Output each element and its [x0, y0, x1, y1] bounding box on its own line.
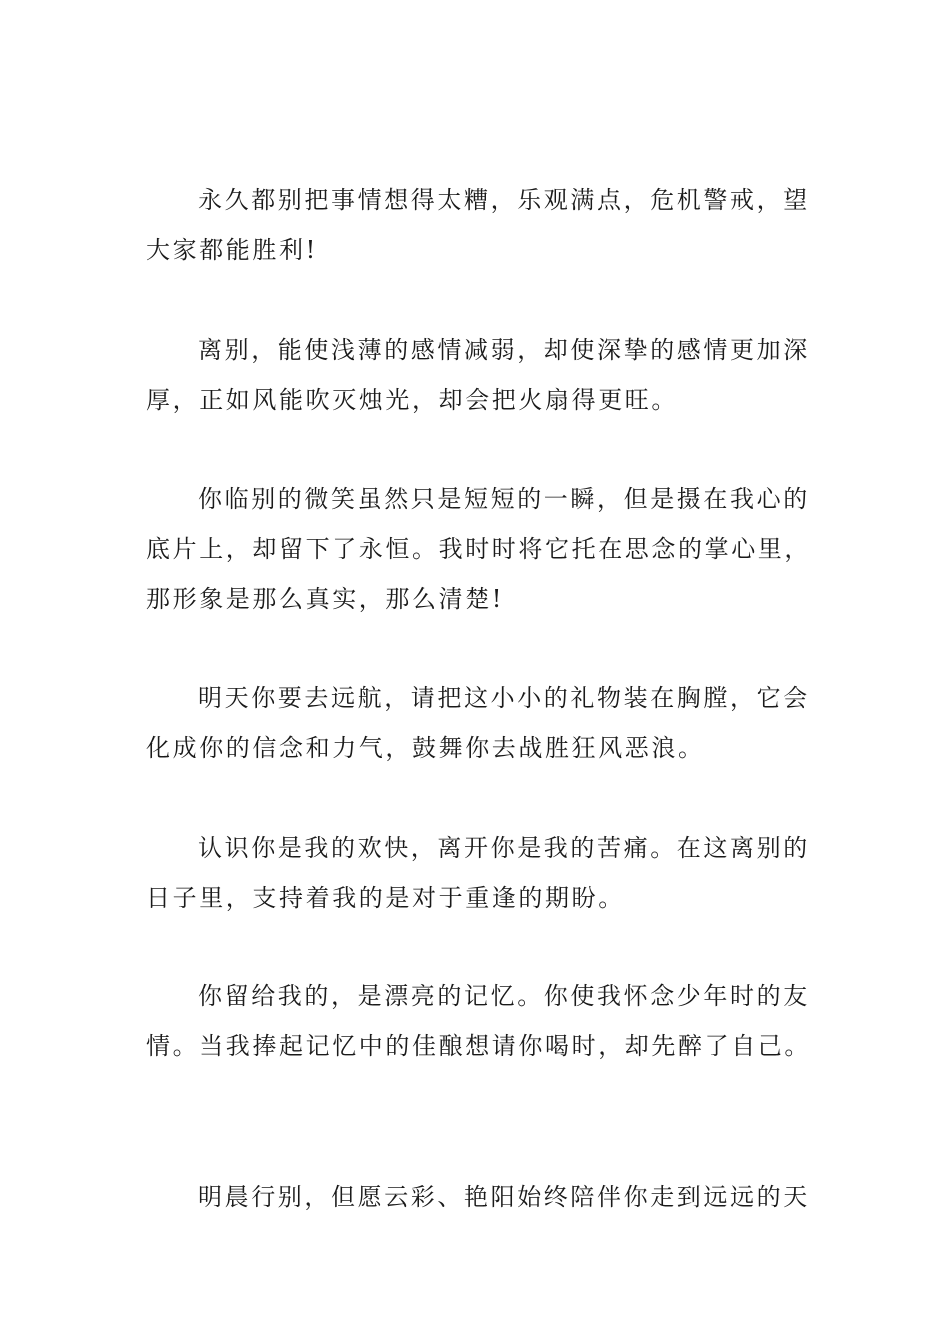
- paragraph-3: [146, 474, 810, 624]
- paragraph-7: [146, 1172, 810, 1222]
- paragraph-1-line-2: 大家都能胜利!: [146, 236, 318, 264]
- paragraph-3-line-2: 底片上，却留下了永恒。我时时将它托在思念的掌心里，: [146, 535, 811, 563]
- paragraph-4-line-2: 化成你的信念和力气，鼓舞你去战胜狂风恶浪。: [146, 734, 705, 762]
- paragraph-3-line-1: 你临别的微笑虽然只是短短的一瞬，但是摄在我心的: [198, 485, 810, 513]
- paragraph-5: [146, 823, 810, 923]
- paragraph-5-line-2: 日子里，支持着我的是对于重逢的期盼。: [146, 884, 625, 912]
- paragraph-2: [146, 325, 810, 425]
- paragraph-2-line-2: 厚，正如风能吹灭烛光，却会把火扇得更旺。: [146, 386, 678, 414]
- paragraph-2-line-1: 离别，能使浅薄的感情减弱，却使深挚的感情更加深: [198, 336, 810, 364]
- paragraph-6-line-1: 你留给我的，是漂亮的记忆。你使我怀念少年时的友: [198, 982, 810, 1010]
- paragraph-3-line-3: 那形象是那么真实，那么清楚!: [146, 585, 505, 613]
- paragraph-4: [146, 673, 810, 773]
- paragraph-5-line-1: 认识你是我的欢快，离开你是我的苦痛。在这离别的: [198, 834, 810, 862]
- paragraph-6: [146, 971, 810, 1071]
- paragraph-4-line-1: 明天你要去远航，请把这小小的礼物装在胸膛，它会: [198, 684, 810, 712]
- paragraph-1: [146, 175, 810, 275]
- paragraph-1-line-1: 永久都别把事情想得太糟，乐观满点，危机警戒，望: [198, 186, 810, 214]
- paragraph-7-line-1: 明晨行别，但愿云彩、艳阳始终陪伴你走到远远的天: [198, 1183, 810, 1211]
- paragraph-6-line-2: 情。当我捧起记忆中的佳酿想请你喝时，却先醉了自己。: [146, 1032, 811, 1060]
